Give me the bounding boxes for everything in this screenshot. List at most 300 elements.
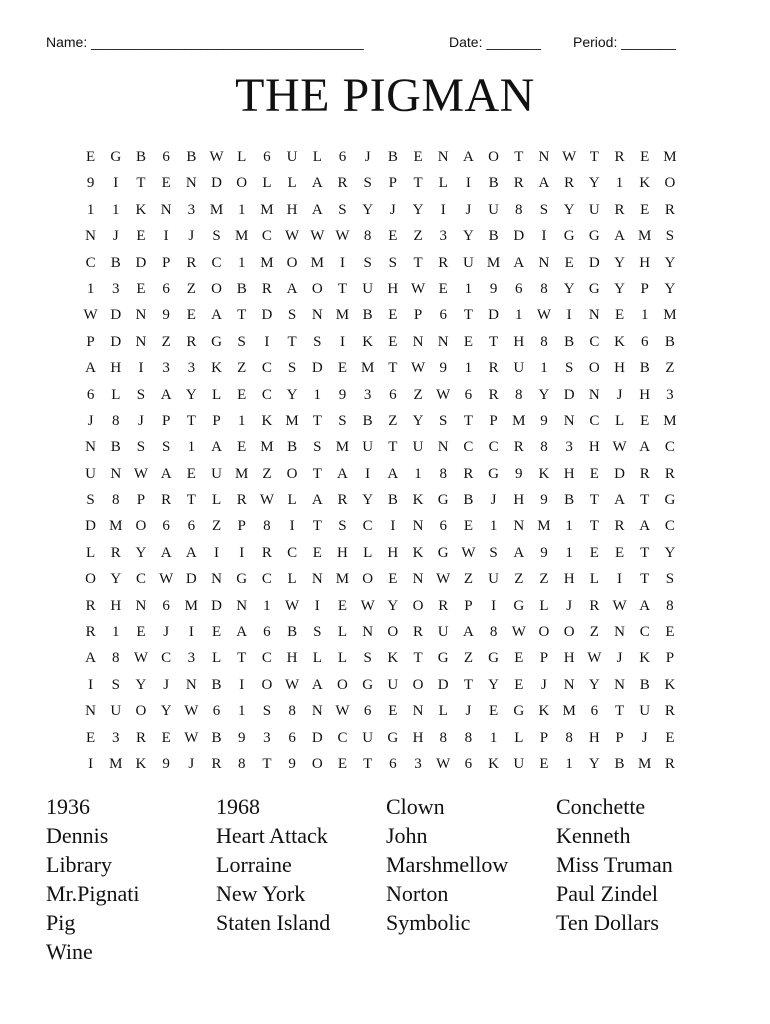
grid-row — [78, 302, 683, 328]
grid-letter: N — [563, 412, 575, 429]
grid-letter: T — [312, 518, 322, 535]
grid-row — [78, 276, 683, 302]
grid-letter: M — [360, 360, 375, 377]
grid-letter: S — [212, 228, 221, 245]
grid-letter: S — [86, 492, 95, 509]
grid-letter: M — [285, 412, 299, 429]
grid-letter: 3 — [565, 439, 573, 456]
grid-letter: U — [588, 201, 600, 218]
grid-letter: U — [513, 360, 525, 377]
grid-letter: T — [589, 149, 599, 165]
grid-letter: Y — [135, 676, 147, 693]
grid-letter: A — [236, 624, 248, 641]
grid-letter: R — [186, 333, 197, 350]
grid-letter: R — [236, 492, 247, 509]
grid-letter: M — [638, 755, 652, 772]
grid-letter: N — [135, 333, 147, 350]
grid-letter: 1 — [414, 465, 422, 482]
grid-letter: J — [188, 755, 195, 772]
grid-letter: Z — [262, 465, 272, 482]
grid-letter: P — [539, 729, 549, 746]
grid-letter: Y — [664, 544, 676, 561]
grid-letter: 1 — [237, 201, 246, 218]
grid-letter: Y — [362, 492, 374, 509]
grid-letter: 1 — [237, 412, 246, 429]
grid-letter: P — [640, 280, 649, 297]
grid-letter: H — [563, 571, 575, 588]
grid-letter: N — [563, 676, 575, 693]
word-bank-item: Ten Dollars — [556, 910, 659, 935]
grid-letter: Z — [413, 228, 423, 245]
grid-letter: I — [617, 571, 623, 588]
grid-letter: T — [136, 175, 146, 192]
grid-letter: N — [614, 624, 625, 641]
grid-letter: I — [440, 201, 446, 218]
grid-letter: H — [387, 280, 399, 297]
grid-letter: E — [136, 624, 146, 641]
grid-letter: S — [665, 571, 675, 588]
grid-letter: C — [85, 254, 96, 271]
grid-letter: 6 — [288, 729, 296, 746]
grid-letter: L — [262, 175, 272, 192]
grid-letter: J — [465, 703, 472, 720]
grid-letter: 6 — [363, 703, 372, 720]
grid-letter: E — [388, 571, 398, 588]
grid-letter: A — [311, 175, 323, 192]
grid-letter: U — [211, 465, 222, 482]
grid-letter: E — [136, 228, 146, 245]
word-bank — [46, 792, 726, 966]
grid-letter: S — [313, 439, 322, 456]
grid-letter: Y — [110, 571, 122, 588]
grid-letter: I — [566, 307, 572, 324]
grid-letter: T — [312, 465, 322, 482]
grid-letter: L — [539, 597, 549, 614]
grid-letter: 6 — [162, 280, 170, 297]
grid-letter: B — [387, 149, 398, 165]
grid-letter: S — [665, 228, 675, 245]
grid-letter: E — [388, 703, 398, 720]
grid-letter: E — [640, 149, 650, 165]
grid-row — [78, 751, 683, 777]
grid-letter: K — [538, 703, 550, 720]
grid-letter: 1 — [565, 518, 573, 535]
grid-letter: 3 — [439, 228, 447, 245]
word-bank-item: Conchette — [556, 794, 646, 819]
grid-row — [78, 329, 683, 355]
grid-letter: K — [211, 360, 222, 377]
grid-letter: N — [412, 703, 424, 720]
grid-letter: A — [387, 465, 399, 482]
grid-letter: C — [261, 386, 272, 403]
grid-letter: 3 — [112, 280, 120, 297]
grid-letter: T — [463, 412, 473, 429]
grid-row — [78, 672, 683, 698]
grid-letter: 1 — [615, 175, 624, 192]
grid-letter: N — [538, 149, 550, 165]
grid-letter: 8 — [112, 650, 120, 667]
grid-letter: R — [85, 624, 96, 641]
grid-letter: P — [136, 492, 146, 509]
grid-letter: Y — [563, 201, 575, 218]
grid-letter: M — [335, 307, 350, 324]
grid-letter: E — [86, 729, 96, 746]
grid-letter: S — [313, 333, 322, 350]
grid-letter: 6 — [212, 703, 221, 720]
grid-letter: W — [410, 280, 426, 297]
grid-letter: 1 — [640, 307, 649, 324]
grid-letter: T — [640, 492, 650, 509]
grid-letter: 9 — [162, 307, 170, 324]
grid-letter: 8 — [515, 201, 523, 218]
grid-letter: A — [639, 518, 651, 535]
grid-letter: Y — [362, 201, 374, 218]
grid-letter: E — [614, 544, 625, 561]
grid-letter: W — [335, 703, 350, 720]
grid-letter: N — [538, 254, 550, 271]
grid-letter: L — [237, 149, 247, 165]
grid-letter: B — [614, 755, 625, 772]
grid-letter: 9 — [439, 360, 447, 377]
grid-letter: H — [286, 201, 298, 218]
grid-letter: 8 — [489, 624, 498, 641]
grid-letter: N — [412, 571, 424, 588]
grid-letter: O — [236, 175, 248, 192]
grid-letter: R — [513, 439, 524, 456]
grid-letter: P — [212, 412, 221, 429]
grid-letter: J — [112, 228, 119, 245]
grid-letter: N — [185, 175, 197, 192]
grid-letter: O — [664, 175, 676, 192]
grid-letter: L — [614, 412, 625, 429]
grid-letter: 3 — [263, 729, 271, 746]
grid-letter: C — [287, 544, 298, 561]
grid-letter: Y — [286, 386, 298, 403]
grid-letter: E — [463, 333, 473, 350]
grid-letter: R — [413, 624, 424, 641]
grid-letter: C — [488, 439, 499, 456]
grid-letter: 6 — [464, 386, 473, 403]
grid-letter: E — [337, 755, 348, 772]
grid-letter: D — [488, 307, 500, 324]
grid-letter: D — [311, 729, 323, 746]
grid-letter: 6 — [338, 149, 347, 165]
grid-letter: C — [135, 571, 146, 588]
grid-letter: D — [85, 518, 97, 535]
grid-letter: L — [438, 175, 448, 192]
grid-letter: 8 — [288, 703, 296, 720]
grid-letter: D — [261, 307, 273, 324]
grid-letter: N — [110, 465, 122, 482]
grid-letter: 9 — [86, 175, 95, 192]
grid-letter: P — [665, 650, 675, 667]
page-title: THE PIGMAN — [235, 69, 535, 122]
grid-letter: C — [161, 650, 172, 667]
grid-letter: C — [261, 650, 272, 667]
grid-letter: T — [388, 360, 398, 377]
period-field-label: Period: _______ — [573, 34, 676, 50]
grid-row — [78, 223, 683, 249]
grid-letter: H — [588, 439, 600, 456]
grid-letter: D — [614, 465, 625, 482]
grid-letter: A — [639, 597, 651, 614]
grid-letter: C — [362, 518, 373, 535]
grid-letter: E — [237, 386, 247, 403]
grid-letter: 1 — [237, 254, 246, 271]
grid-letter: J — [541, 676, 547, 693]
grid-letter: Y — [160, 703, 172, 720]
grid-letter: K — [538, 465, 550, 482]
grid-letter: A — [538, 175, 550, 192]
grid-letter: A — [513, 544, 525, 561]
grid-letter: U — [462, 254, 474, 271]
grid-letter: 6 — [86, 386, 95, 403]
grid-letter: A — [614, 228, 625, 245]
grid-letter: M — [638, 228, 652, 245]
grid-letter: A — [311, 201, 323, 218]
grid-letter: O — [538, 624, 550, 641]
grid-letter: H — [614, 360, 625, 377]
grid-letter: W — [461, 544, 476, 561]
grid-letter: A — [160, 386, 172, 403]
grid-letter: 9 — [540, 544, 548, 561]
grid-letter: S — [388, 254, 398, 271]
grid-letter: L — [211, 650, 222, 667]
grid-letter: T — [186, 492, 196, 509]
grid-letter: U — [362, 280, 374, 297]
grid-letter: Y — [614, 280, 625, 297]
grid-letter: N — [185, 676, 197, 693]
grid-letter: 6 — [162, 518, 170, 535]
word-bank-item: Staten Island — [216, 910, 331, 935]
grid-letter: M — [537, 518, 551, 535]
grid-letter: I — [264, 333, 270, 350]
grid-letter: B — [463, 492, 474, 509]
word-bank-item: Mr.Pignati — [46, 881, 140, 906]
grid-letter: C — [589, 412, 600, 429]
grid-letter: P — [237, 518, 246, 535]
grid-letter: S — [136, 439, 146, 456]
grid-letter: R — [261, 544, 272, 561]
grid-row — [78, 355, 683, 381]
grid-letter: U — [488, 571, 500, 588]
grid-letter: T — [589, 492, 599, 509]
grid-row — [78, 566, 683, 592]
grid-letter: 9 — [162, 755, 170, 772]
grid-letter: N — [160, 201, 172, 218]
grid-letter: O — [563, 624, 575, 641]
grid-letter: Y — [563, 280, 575, 297]
grid-letter: M — [260, 254, 274, 271]
grid-letter: G — [236, 571, 248, 588]
grid-letter: G — [211, 333, 222, 350]
grid-letter: 8 — [540, 280, 548, 297]
grid-letter: P — [539, 650, 549, 667]
grid-letter: G — [437, 544, 449, 561]
grid-letter: 8 — [112, 492, 120, 509]
grid-letter: S — [564, 360, 574, 377]
grid-letter: L — [589, 571, 599, 588]
grid-letter: U — [412, 439, 424, 456]
grid-letter: U — [639, 703, 651, 720]
grid-letter: 3 — [112, 729, 120, 746]
grid-letter: D — [185, 571, 197, 588]
grid-letter: P — [489, 412, 498, 429]
grid-letter: I — [289, 518, 295, 535]
grid-letter: C — [589, 333, 600, 350]
grid-letter: N — [135, 307, 147, 324]
grid-letter: 8 — [439, 465, 447, 482]
grid-letter: 6 — [162, 597, 170, 614]
grid-letter: H — [639, 254, 651, 271]
grid-letter: H — [110, 360, 122, 377]
grid-letter: 6 — [263, 149, 271, 165]
grid-row — [78, 434, 683, 460]
grid-letter: R — [614, 149, 625, 165]
grid-letter: N — [211, 571, 222, 588]
grid-letter: I — [314, 597, 320, 614]
grid-letter: H — [110, 597, 122, 614]
grid-letter: B — [287, 439, 298, 456]
grid-letter: W — [285, 228, 300, 245]
grid-letter: 9 — [540, 412, 548, 429]
grid-letter: B — [362, 307, 373, 324]
grid-letter: Y — [462, 228, 474, 245]
grid-letter: T — [640, 544, 650, 561]
grid-letter: W — [562, 149, 577, 165]
grid-letter: U — [286, 149, 298, 165]
grid-letter: 3 — [414, 755, 422, 772]
grid-letter: O — [311, 755, 323, 772]
grid-letter: U — [110, 703, 122, 720]
grid-letter: W — [133, 465, 149, 482]
grid-letter: H — [563, 650, 575, 667]
grid-row — [78, 487, 683, 513]
grid-letter: M — [663, 412, 677, 429]
grid-letter: D — [110, 307, 122, 324]
grid-letter: I — [390, 518, 396, 535]
grid-letter: 1 — [313, 386, 322, 403]
grid-letter: Z — [539, 571, 549, 588]
grid-letter: L — [337, 624, 348, 641]
grid-row — [78, 645, 683, 671]
grid-letter: H — [588, 729, 600, 746]
grid-letter: 1 — [489, 729, 498, 746]
grid-letter: L — [312, 650, 322, 667]
grid-letter: U — [488, 201, 500, 218]
grid-letter: R — [110, 544, 121, 561]
grid-letter: M — [235, 228, 249, 245]
grid-letter: S — [489, 544, 498, 561]
grid-letter: J — [188, 228, 195, 245]
grid-letter: D — [211, 597, 222, 614]
grid-letter: R — [513, 175, 524, 192]
grid-letter: 6 — [464, 755, 473, 772]
grid-letter: O — [286, 254, 298, 271]
grid-letter: 1 — [515, 307, 523, 324]
grid-letter: B — [664, 333, 675, 350]
grid-row — [78, 170, 683, 196]
grid-letter: R — [161, 492, 172, 509]
grid-letter: G — [664, 492, 676, 509]
grid-row — [78, 593, 683, 619]
grid-letter: T — [614, 703, 625, 720]
grid-letter: J — [87, 412, 94, 429]
grid-letter: A — [160, 544, 172, 561]
grid-letter: C — [261, 360, 272, 377]
grid-letter: E — [589, 544, 599, 561]
grid-letter: B — [236, 280, 247, 297]
grid-letter: I — [541, 228, 547, 245]
grid-letter: 1 — [187, 439, 196, 456]
grid-letter: K — [135, 201, 147, 218]
grid-letter: G — [488, 650, 500, 667]
grid-letter: R — [664, 465, 675, 482]
grid-letter: I — [239, 544, 245, 561]
grid-letter: 9 — [288, 755, 296, 772]
grid-letter: 1 — [112, 201, 120, 218]
grid-letter: J — [163, 624, 170, 641]
grid-letter: U — [437, 624, 449, 641]
grid-letter: H — [513, 333, 525, 350]
grid-letter: R — [135, 729, 146, 746]
grid-letter: D — [311, 360, 323, 377]
grid-letter: N — [412, 333, 424, 350]
word-bank-item: 1968 — [216, 794, 260, 819]
grid-letter: N — [513, 518, 525, 535]
grid-letter: C — [664, 518, 675, 535]
grid-letter: D — [211, 175, 222, 192]
grid-letter: D — [513, 228, 525, 245]
grid-letter: M — [184, 597, 199, 614]
grid-row — [78, 461, 683, 487]
grid-letter: E — [489, 703, 499, 720]
grid-letter: 6 — [263, 624, 271, 641]
grid-letter: Y — [135, 544, 147, 561]
grid-letter: S — [539, 201, 549, 218]
grid-letter: W — [259, 492, 274, 509]
grid-letter: E — [463, 518, 473, 535]
grid-letter: 1 — [489, 518, 498, 535]
grid-letter: A — [85, 650, 97, 667]
word-bank-item: Clown — [386, 794, 445, 819]
grid-letter: A — [185, 544, 197, 561]
grid-letter: E — [161, 729, 171, 746]
grid-letter: R — [639, 465, 650, 482]
grid-letter: G — [488, 465, 500, 482]
grid-letter: E — [640, 412, 650, 429]
grid-letter: W — [587, 650, 602, 667]
grid-letter: 6 — [590, 703, 599, 720]
grid-letter: T — [237, 307, 247, 324]
grid-letter: O — [261, 676, 273, 693]
grid-letter: K — [261, 412, 273, 429]
grid-letter: W — [335, 228, 350, 245]
grid-row — [78, 408, 683, 434]
grid-letter: R — [438, 597, 449, 614]
grid-letter: T — [514, 149, 524, 165]
grid-letter: R — [564, 175, 575, 192]
grid-letter: Y — [664, 280, 676, 297]
grid-letter: W — [360, 597, 375, 614]
word-bank-item: Paul Zindel — [556, 881, 659, 906]
grid-letter: T — [337, 280, 348, 297]
grid-letter: L — [438, 703, 448, 720]
grid-letter: E — [312, 544, 322, 561]
grid-letter: 9 — [237, 729, 246, 746]
grid-row — [78, 382, 683, 408]
grid-letter: T — [489, 333, 499, 350]
